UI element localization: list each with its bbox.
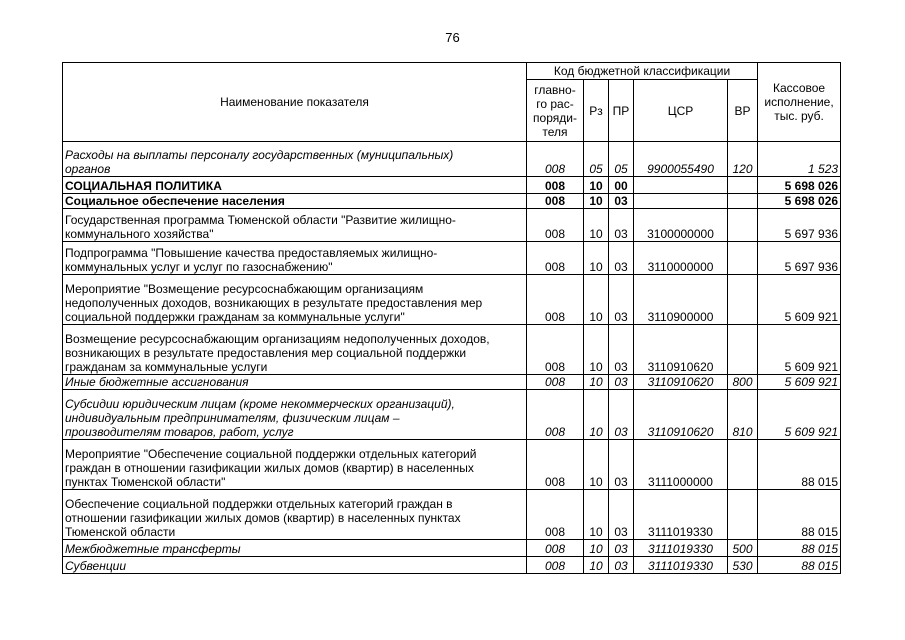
row-vr xyxy=(728,440,758,490)
row-vr: 120 xyxy=(728,142,758,177)
table-row xyxy=(63,275,841,325)
row-pr: 03 xyxy=(609,375,634,390)
header-rz: Рз xyxy=(584,80,609,142)
row-rz: 10 xyxy=(584,275,609,325)
row-csr: 9900055490 xyxy=(634,142,728,177)
table-row xyxy=(63,194,841,209)
row-name: Обеспечение социальной поддержки отдельных категорий граждан в отношении газификации жилых домов (квартир) в населенных пунктах Тюменской области xyxy=(63,490,527,540)
row-grbs: 008 xyxy=(527,375,584,390)
row-vr xyxy=(728,275,758,325)
row-csr: 3111019330 xyxy=(634,557,728,574)
row-rz: 05 xyxy=(584,142,609,177)
row-amount: 1 523 xyxy=(758,142,841,177)
table-row xyxy=(63,375,841,390)
row-csr: 3100000000 xyxy=(634,209,728,242)
row-vr xyxy=(728,325,758,375)
row-rz: 10 xyxy=(584,194,609,209)
row-pr: 03 xyxy=(609,194,634,209)
row-grbs: 008 xyxy=(527,275,584,325)
row-rz: 10 xyxy=(584,540,609,557)
table-row xyxy=(63,490,841,540)
budget-table xyxy=(62,62,841,574)
table-row xyxy=(63,540,841,557)
row-rz: 10 xyxy=(584,557,609,574)
row-name: Субвенции xyxy=(63,557,527,574)
header-pr: ПР xyxy=(609,80,634,142)
table-row xyxy=(63,209,841,242)
row-name: СОЦИАЛЬНАЯ ПОЛИТИКА xyxy=(63,177,527,194)
header-csr: ЦСР xyxy=(634,80,728,142)
row-name: Мероприятие "Возмещение ресурсоснабжающим организациям недополученных доходов, возникающих в результате предоставления мер социальной поддержки гражданам за коммунальные услуги" xyxy=(63,275,527,325)
row-rz: 10 xyxy=(584,440,609,490)
row-pr: 03 xyxy=(609,557,634,574)
row-amount: 88 015 xyxy=(758,490,841,540)
row-csr: 3110000000 xyxy=(634,242,728,275)
row-vr: 810 xyxy=(728,390,758,440)
row-name: Расходы на выплаты персоналу государственных (муниципальных) органов xyxy=(63,142,527,177)
row-csr: 3111000000 xyxy=(634,440,728,490)
row-rz: 10 xyxy=(584,325,609,375)
row-name: Иные бюджетные ассигнования xyxy=(63,375,527,390)
row-amount: 5 609 921 xyxy=(758,325,841,375)
row-grbs: 008 xyxy=(527,325,584,375)
table-row xyxy=(63,142,841,177)
header-code-group: Код бюджетной классификации xyxy=(527,63,758,80)
header-grbs: главно- го рас- поряди- теля xyxy=(527,80,584,142)
row-csr xyxy=(634,177,728,194)
row-name: Мероприятие "Обеспечение социальной поддержки отдельных категорий граждан в отношении газификации жилых домов (квартир) в населенных пунктах Тюменской области" xyxy=(63,440,527,490)
row-amount: 5 697 936 xyxy=(758,242,841,275)
table-row xyxy=(63,390,841,440)
row-pr: 03 xyxy=(609,275,634,325)
row-grbs: 008 xyxy=(527,242,584,275)
row-grbs: 008 xyxy=(527,557,584,574)
row-grbs: 008 xyxy=(527,440,584,490)
table-row xyxy=(63,325,841,375)
row-grbs: 008 xyxy=(527,209,584,242)
row-name: Социальное обеспечение населения xyxy=(63,194,527,209)
row-grbs: 008 xyxy=(527,194,584,209)
row-vr xyxy=(728,177,758,194)
row-name: Подпрограмма "Повышение качества предоставляемых жилищно- коммунальных услуг и услуг по газоснабжению" xyxy=(63,242,527,275)
table-row xyxy=(63,177,841,194)
row-name: Возмещение ресурсоснабжающим организациям недополученных доходов, возникающих в результате предоставления мер социальной поддержки гражданам за коммунальные услуги xyxy=(63,325,527,375)
row-amount: 5 697 936 xyxy=(758,209,841,242)
row-rz: 10 xyxy=(584,490,609,540)
header-amount: Кассовое исполнение, тыс. руб. xyxy=(758,63,841,142)
row-csr: 3111019330 xyxy=(634,540,728,557)
row-csr xyxy=(634,194,728,209)
row-name: Государственная программа Тюменской области "Развитие жилищно- коммунального хозяйства" xyxy=(63,209,527,242)
row-vr xyxy=(728,490,758,540)
row-rz: 10 xyxy=(584,242,609,275)
row-vr xyxy=(728,242,758,275)
row-pr: 03 xyxy=(609,440,634,490)
row-amount: 88 015 xyxy=(758,540,841,557)
row-amount: 5 609 921 xyxy=(758,375,841,390)
row-pr: 03 xyxy=(609,325,634,375)
row-name: Субсидии юридическим лицам (кроме некоммерческих организаций), индивидуальным предпринимателям, физическим лицам – производителям товаров, работ, услуг xyxy=(63,390,527,440)
row-vr: 800 xyxy=(728,375,758,390)
row-pr: 03 xyxy=(609,490,634,540)
row-grbs: 008 xyxy=(527,540,584,557)
row-csr: 3110900000 xyxy=(634,275,728,325)
row-vr: 530 xyxy=(728,557,758,574)
row-pr: 03 xyxy=(609,540,634,557)
row-vr: 500 xyxy=(728,540,758,557)
row-grbs: 008 xyxy=(527,490,584,540)
row-csr: 3110910620 xyxy=(634,325,728,375)
page-number: 76 xyxy=(445,30,460,45)
row-csr: 3110910620 xyxy=(634,375,728,390)
row-rz: 10 xyxy=(584,209,609,242)
row-vr xyxy=(728,209,758,242)
row-amount: 5 698 026 xyxy=(758,194,841,209)
row-pr: 03 xyxy=(609,390,634,440)
table-row xyxy=(63,242,841,275)
row-csr: 3110910620 xyxy=(634,390,728,440)
table-row xyxy=(63,557,841,574)
row-amount: 5 609 921 xyxy=(758,390,841,440)
table-row xyxy=(63,440,841,490)
row-pr: 03 xyxy=(609,242,634,275)
row-vr xyxy=(728,194,758,209)
row-rz: 10 xyxy=(584,390,609,440)
row-pr: 05 xyxy=(609,142,634,177)
row-rz: 10 xyxy=(584,375,609,390)
row-pr: 03 xyxy=(609,209,634,242)
header-name: Наименование показателя xyxy=(63,63,527,142)
row-grbs: 008 xyxy=(527,390,584,440)
row-rz: 10 xyxy=(584,177,609,194)
row-name: Межбюджетные трансферты xyxy=(63,540,527,557)
row-pr: 00 xyxy=(609,177,634,194)
row-grbs: 008 xyxy=(527,177,584,194)
row-amount: 88 015 xyxy=(758,440,841,490)
row-amount: 88 015 xyxy=(758,557,841,574)
row-amount: 5 698 026 xyxy=(758,177,841,194)
row-grbs: 008 xyxy=(527,142,584,177)
header-vr: ВР xyxy=(728,80,758,142)
row-amount: 5 609 921 xyxy=(758,275,841,325)
table-body xyxy=(63,142,841,574)
row-csr: 3111019330 xyxy=(634,490,728,540)
